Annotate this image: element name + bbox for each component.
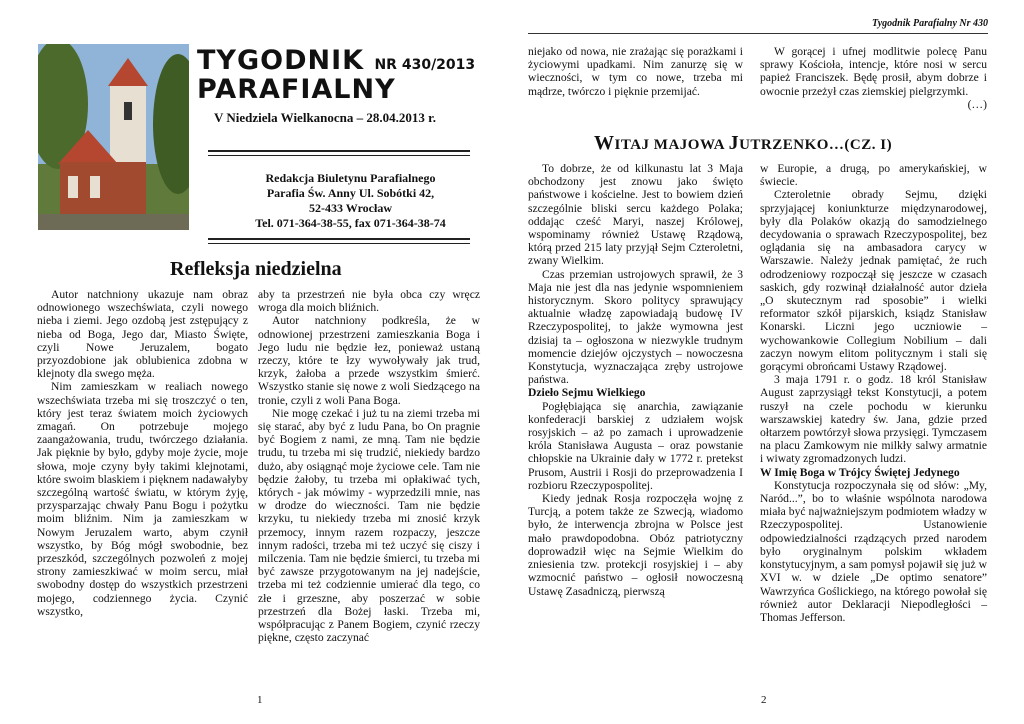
paragraph: Konstytucja rozpoczynała się od słów: „My, Naród...”, bo to właśnie wspólnota narodowa miała być najważniejszym podmiotem władzy w Rzeczypospolitej. Ustanowienie odpowiedzialności rządzących przed narodem było oryginalnym polskim wkładem konstytucyjnym, a sam pomysł pojawił się już w XVI w. w dziele „De optimo senatore” Wawrzyńca Goślickiego, na którego powołał się również autor Deklaracji Niepodległości – Thomas Jefferson. xyxy=(760,478,987,624)
text-column xyxy=(528,162,743,598)
paragraph: niejako od nowa, nie zrażając się porażkami i życiowymi upadkami. Nim zanurzę się w wieczności, w tym co nowe, trzeba mi mądrze, twórczo i pięknie przemijać. xyxy=(528,45,743,98)
article-title-part: UTRZENKO…(CZ. I) xyxy=(739,137,893,153)
paragraph: aby ta przestrzeń nie była obca czy wręcz wroga dla moich bliźnich. xyxy=(258,288,480,315)
divider-rule xyxy=(208,238,470,244)
page-number: 1 xyxy=(257,694,263,706)
paragraph: w Europie, a drugą, po amerykańskiej, w świecie. xyxy=(760,162,987,189)
paragraph: Nim zamieszkam w realiach nowego wszechświata trzeba mi się troszczyć o ten, który jest teraz światem moich życiowych zmagań. On potrzebuje mojego zaangażowania, trudu, twórczego działania. Jak pięknie by było, gdyby moje życie, moje słowa, moje czyny były takimi klejnotami, które swoim blaskiem i pięknem nadawałyby szczególną wartość światu, w którym żyję, przysparzając chwały Panu Bogu i pożytku moim bliźnim. Nim ja zamieszkam w Nowym Jeruzalem warto, abym czynił wszystko, by Bóg mógł swobodnie, bez przeszkód, szczególnych pozwoleń z mojej strony zamieszkiwać w moim sercu, miał swobodny dostęp do wszystkich przestrzeni mojego, codziennego życia. Czynić wszystko, xyxy=(37,380,248,618)
masthead-title-line2: PARAFIALNY xyxy=(197,74,396,105)
article-title-part: W xyxy=(594,132,615,154)
editorial-line: Parafia Św. Anny Ul. Sobótki 42, xyxy=(266,186,435,200)
masthead-subtitle: V Niedziela Wielkanocna – 28.04.2013 r. xyxy=(214,110,436,125)
paragraph: Kiedy jednak Rosja rozpoczęła wojnę z Turcją, a potem także ze Szwecją, wiadomo było, że interwencja zbrojna w Polsce jest mało prawdopodobna. Obóz patriotyczny doprowadził więc na Sejmie Wielkim do zniesienia tzw. protekcji rosyjskiej i – aby wzmocnić państwo – ogłosił nowoczesną Ustawę Zasadniczą, pierwszą xyxy=(528,492,743,598)
divider-rule xyxy=(208,150,470,156)
editorial-address xyxy=(238,171,463,231)
editorial-phone: Tel. 071-364-38-55, fax 071-364-38-74 xyxy=(255,216,446,230)
ellipsis: (…) xyxy=(967,97,987,111)
subheading: W Imię Boga w Trójcy Świętej Jedynego xyxy=(760,465,960,479)
church-image xyxy=(38,44,189,230)
text-column xyxy=(760,45,987,111)
page-number: 2 xyxy=(761,694,767,706)
paragraph: Czas przemian ustrojowych sprawił, że 3 Maja nie jest dla nas jedynie wspomnieniem historycznym. Skoro politycy sprawujący aktualnie władzę zapowiadają budowę IV Rzeczypospolitej, to jakże wymowna jest dzisiaj ta – ogłoszona w niezwykle trudnym momencie dziejów ojczystych – nowoczesna Konstytucja, wyznaczająca zręby ustrojowe państwa. xyxy=(528,267,743,387)
masthead-title-line1: TYGODNIK xyxy=(197,45,365,76)
text-column xyxy=(258,288,480,644)
editorial-line: Redakcja Biuletynu Parafialnego xyxy=(265,171,436,185)
church-photo xyxy=(38,44,189,230)
editorial-line: 52-433 Wrocław xyxy=(309,201,392,215)
paragraph: Czteroletnie obrady Sejmu, dzięki sprzyjającej koniunkturze międzynarodowej, były dla Polaków okazją do samodzielnego decydowania o sprawach Rzeczypospolitej, bez oglądania się na ambasadora carycy w Warszawie. Należy jednak pamiętać, że ruch odrodzeniowy rozpoczął się jeszcze w czasach saskich, gdy rozwinął działalność autor dzieła „O skutecznym rad sposobie” i wielki reformator szkół pijarskich, ksiądz Stanisław Konarski. Liczni jego uczniowie – wychowankowie Collegium Nobilium – dali zaczyn nowym elitom politycznym i stali się gorącymi obrońcami Ustawy Rządowej. xyxy=(760,188,987,374)
paragraph: Autor natchniony podkreśla, że w odnowionej przestrzeni zamieszkania Boga i Jego ludu nie będzie łez, ponieważ ustaną rzeczy, które te łzy wywoływały jak trud, krzyk, żałoba a przede wszystkim śmierć. Wszystko stanie się nowe z woli Siedzącego na tronie, czyli z woli Pana Boga. xyxy=(258,314,480,407)
paragraph: W gorącej i ufnej modlitwie polecę Panu sprawy Kościoła, intencje, które nosi w sercu papież Franciszek. Będę prosił, abym dobrze i owocnie przeżył czas ziemskiej pielgrzymki. xyxy=(760,45,987,98)
article-title xyxy=(594,132,892,155)
article-title-part: J xyxy=(728,132,740,154)
text-column xyxy=(37,288,248,618)
paragraph: Autor natchniony ukazuje nam obraz odnowionego wszechświata, czyli nowego nieba i ziemi. Jego ozdobą jest zstępujący z nieba od Boga, Jego dar, Miasto Święte, czyli Nowe Jeruzalem, bogato przyozdobione jak oblubienica zdobna w klejnoty dla swego męża. xyxy=(37,288,248,381)
header-rule xyxy=(528,33,988,34)
paragraph: Nie mogę czekać i już tu na ziemi trzeba mi się starać, aby być z ludu Pana, bo On pragnie być Bogiem z nami, ze mną. Tam nie będzie trudu, tu trzeba mi się trudzić, niekiedy bardzo dużo, aby osiągnąć moje życiowe cele. Tam nie będzie żałoby, tu trzeba mi opłakiwać tych, których - jak mówimy - wyprzedzili mnie, nas w drodze do wieczności. Tam nie będzie krzyku, tu niekiedy trzeba mi znosić krzyk przemocy, innym razem rozpaczy, jeszcze innym radości, trzeba mi też uczyć się ciszy i milczenia. Tam nie będzie śmierci, tu trzeba mi być zawsze przygotowanym na jej nadejście, trzeba mi też codziennie umierać dla tego, co złe i grzeszne, aby poszerzać w sobie przestrzeń dla Bożej łaski. Trzeba mi, współpracując z Panem Bogiem, czynić rzeczy piękne, często zaczynać xyxy=(258,406,480,645)
running-header: Tygodnik Parafialny Nr 430 xyxy=(871,18,988,29)
article-title-part: ITAJ MAJOWA xyxy=(614,137,729,153)
paragraph: Pogłębiająca się anarchia, zawiązanie konfederacji barskiej z udziałem wojsk rosyjskich – aż po zamach i uprowadzenie króla Stanisława Augusta – oraz powstanie chłopskie na Ukrainie dały w 1772 r. pretekst Prusom, Austrii i Rosji do przeprowadzenia I rozbioru Rzeczypospolitej. xyxy=(528,399,743,492)
section-title: Refleksja niedzielna xyxy=(170,258,342,280)
text-column xyxy=(528,45,743,98)
paragraph: To dobrze, że od kilkunastu lat 3 Maja obchodzony jest znowu jako święto państwowe i kościelne. Jest to bowiem dzień szczególnie bliski sercu każdego Polaka; oddając cześć Maryi, naszej Królowej, wspominamy również Ustawę Rządową, którą przed 215 laty przyjął Sejm Czteroletni, zwany Wielkim. xyxy=(528,162,743,268)
paragraph: 3 maja 1791 r. o godz. 18 król Stanisław August zaprzysiągł tekst Konstytucji, a potem ruszył na czele pochodu w kierunku warszawskiej katedry św. Jana, gdzie przed ołtarzem powtórzył słowa przysięgi. Tymczasem na placu Zamkowym nie milkły salwy armatnie i wiwaty zgromadzonych ludzi. xyxy=(760,373,987,466)
subheading: Dzieło Sejmu Wielkiego xyxy=(528,386,646,400)
issue-number: NR 430/2013 xyxy=(374,57,476,73)
text-column xyxy=(760,162,987,624)
